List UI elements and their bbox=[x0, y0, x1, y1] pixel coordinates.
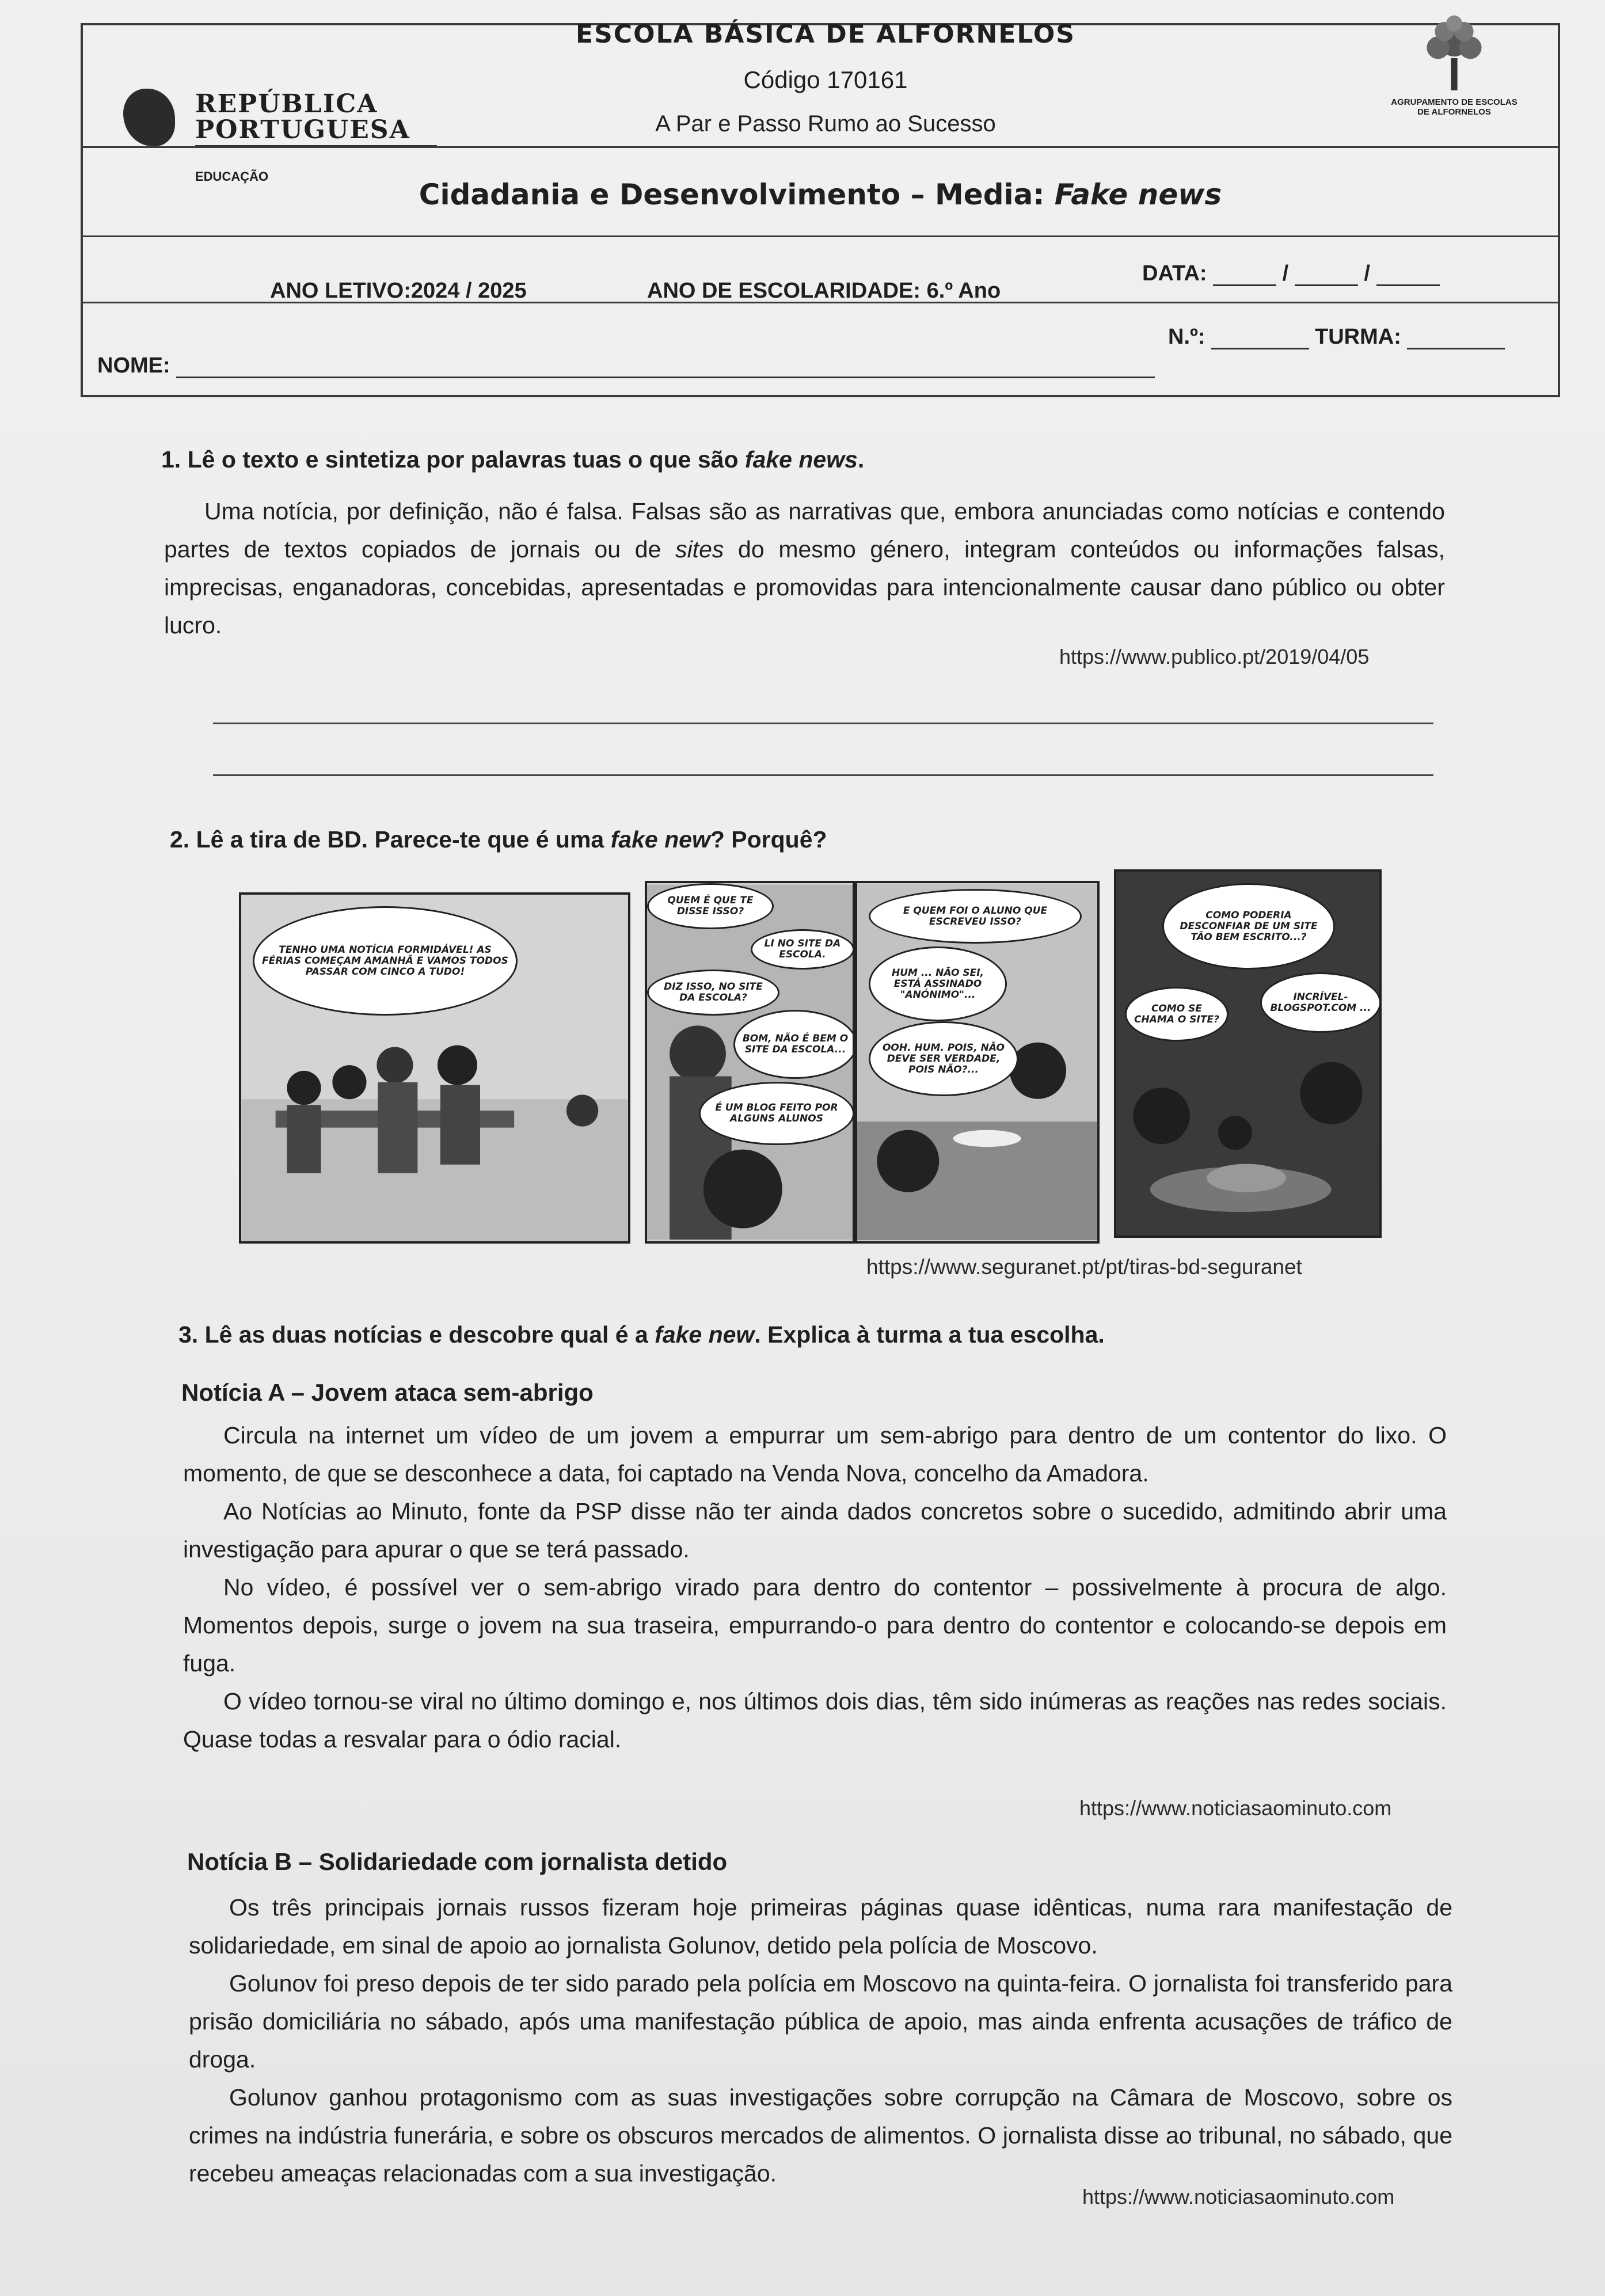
noticia-a-p3: No vídeo, é possível ver o sem-abrigo virado para dentro do contentor – possivelmente à procura de algo. Momentos depois, surge o jovem na sua traseira, empurrando-o para dentro do contentor e colocando-se depois em fuga. bbox=[183, 1574, 1447, 1677]
numero-field[interactable] bbox=[1168, 325, 1309, 349]
bubble-2: QUEM É QUE TE DISSE ISSO? bbox=[647, 883, 774, 929]
q1-text-a: Uma notícia, por definição, não é falsa. Falsas são as narrativas que, embora anunciadas como notícias e contendo partes de textos copiados de jornais ou de bbox=[164, 498, 1445, 562]
data-day-blank[interactable] bbox=[1213, 284, 1276, 286]
nome-field[interactable] bbox=[97, 353, 1155, 378]
logo-educacao: EDUCAÇÃO bbox=[195, 169, 269, 184]
data-field[interactable]: DATA: / / bbox=[1142, 261, 1440, 286]
q2-suffix: ? Porquê? bbox=[710, 826, 827, 853]
answer-line-2[interactable] bbox=[213, 774, 1433, 776]
ano-letivo: ANO LETIVO:2024 / 2025 bbox=[270, 279, 527, 303]
noticia-b-p2: Golunov foi preso depois de ter sido parado pela polícia em Moscovo na quinta-feira. O jornalista foi transferido para prisão domiciliária no sábado, após uma manifestação pública de apoio, mas ainda enfrenta acusações de tráfico de droga. bbox=[189, 1970, 1452, 2073]
bubble-12: INCRÍVEL-BLOGSPOT.COM ... bbox=[1260, 972, 1381, 1033]
numero-label: N.º: bbox=[1168, 325, 1205, 349]
tree-icon bbox=[1414, 14, 1494, 94]
question-3 bbox=[178, 1321, 1105, 1348]
noticia-a-source: https://www.noticiasaominuto.com bbox=[1079, 1796, 1392, 1820]
comic-strip bbox=[239, 869, 1382, 1249]
q1-text-italic: sites bbox=[675, 536, 724, 562]
answer-line-1[interactable] bbox=[213, 723, 1433, 724]
agrupamento-logo bbox=[1385, 14, 1523, 146]
nome-label: NOME: bbox=[97, 353, 170, 378]
turma-label: TURMA: bbox=[1315, 325, 1401, 349]
school-code: Código 170161 bbox=[743, 66, 908, 93]
subject-prefix: Cidadania e Desenvolvimento – Media: bbox=[419, 178, 1055, 211]
noticia-a-p2: Ao Notícias ao Minuto, fonte da PSP disse não ter ainda dados concretos sobre o sucedido, admitindo abrir uma investigação para apurar o que se terá passado. bbox=[183, 1498, 1447, 1563]
noticia-b-p1: Os três principais jornais russos fizeram hoje primeiras páginas quase idênticas, numa rara manifestação de solidariedade, em sinal de apoio ao jornalista Golunov, detido pela polícia de Moscovo. bbox=[189, 1894, 1452, 1959]
bubble-4: DIZ ISSO, NO SITE DA ESCOLA? bbox=[647, 970, 779, 1016]
data-label: DATA: bbox=[1142, 261, 1207, 286]
school-name: ESCOLA BÁSICA DE ALFORNELOS bbox=[576, 20, 1075, 49]
bubble-3: LI NO SITE DA ESCOLA. bbox=[751, 929, 854, 970]
school-motto: A Par e Passo Rumo ao Sucesso bbox=[655, 111, 996, 136]
header-table bbox=[81, 20, 1560, 397]
q1-source: https://www.publico.pt/2019/04/05 bbox=[1059, 645, 1370, 668]
bubble-8: HUM ... NÃO SEI, ESTÁ ASSINADO "ANÓNIMO"... bbox=[869, 946, 1007, 1021]
header-divider-2 bbox=[83, 235, 1558, 237]
q3-prefix: 3. Lê as duas notícias e descobre qual é a bbox=[178, 1321, 655, 1348]
bubble-11: COMO SE CHAMA O SITE? bbox=[1125, 987, 1229, 1041]
bubble-10: COMO PODERIA DESCONFIAR DE UM SITE TÃO BEM ESCRITO...? bbox=[1162, 883, 1335, 970]
agrupamento-label: AGRUPAMENTO DE ESCOLAS DE ALFORNELOS bbox=[1391, 97, 1517, 117]
logo-republica: REPÚBLICA bbox=[195, 89, 378, 119]
noticia-b-source: https://www.noticiasaominuto.com bbox=[1082, 2185, 1395, 2208]
noticia-a-title: Notícia A – Jovem ataca sem-abrigo bbox=[181, 1379, 594, 1406]
bubble-6: É UM BLOG FEITO POR ALGUNS ALUNOS bbox=[699, 1082, 854, 1145]
numero-blank[interactable] bbox=[1211, 348, 1309, 349]
portugal-emblem-icon bbox=[123, 89, 175, 146]
noticia-a-text bbox=[183, 1416, 1447, 1758]
noticia-b-text bbox=[189, 1888, 1452, 2192]
header-divider-1 bbox=[83, 146, 1558, 148]
q1-text bbox=[164, 492, 1445, 644]
logo-portuguesa: PORTUGUESA bbox=[195, 115, 410, 145]
q3-suffix: . Explica à turma a tua escolha. bbox=[754, 1321, 1105, 1348]
q3-italic: fake new bbox=[655, 1321, 755, 1348]
noticia-b-p3: Golunov ganhou protagonismo com as suas investigações sobre corrupção na Câmara de Moscovo, sobre os crimes na indústria funerária, e sobre os obscuros mercados de alimentos. O jornalista disse ao tribunal, no sábado, que recebeu ameaças relacionadas com a sua investigação. bbox=[189, 2084, 1452, 2187]
bubble-5: BOM, NÃO É BEM O SITE DA ESCOLA... bbox=[733, 1010, 855, 1079]
question-1 bbox=[161, 446, 864, 473]
q2-source: https://www.seguranet.pt/pt/tiras-bd-seguranet bbox=[866, 1255, 1302, 1279]
nome-blank[interactable] bbox=[176, 377, 1155, 378]
ano-escolaridade: ANO DE ESCOLARIDADE: 6.º Ano bbox=[647, 279, 1001, 303]
turma-blank[interactable] bbox=[1407, 348, 1505, 349]
header-divider-3 bbox=[83, 302, 1558, 303]
comic-panel-4 bbox=[1114, 869, 1382, 1238]
bubble-7: E QUEM FOI O ALUNO QUE ESCREVEU ISSO? bbox=[869, 889, 1082, 944]
noticia-a-p1: Circula na internet um vídeo de um jovem a empurrar um sem-abrigo para dentro de um contentor do lixo. O momento, de que se desconhece a data, foi captado na Venda Nova, concelho da Amadora. bbox=[183, 1422, 1447, 1487]
q1-suffix: . bbox=[857, 446, 865, 473]
q1-italic: fake news bbox=[744, 446, 858, 473]
q2-prefix: 2. Lê a tira de BD. Parece-te que é uma bbox=[170, 826, 611, 853]
republica-portuguesa-logo bbox=[123, 60, 446, 184]
q1-text-b: do mesmo género, integram conteúdos ou informações falsas, imprecisas, enganadoras, concebidas, apresentadas e promovidas para intencionalmente causar dano público ou obter lucro. bbox=[164, 536, 1445, 638]
q1-prefix: 1. Lê o texto e sintetiza por palavras tuas o que são bbox=[161, 446, 745, 473]
bubble-1: TENHO UMA NOTÍCIA FORMIDÁVEL! AS FÉRIAS COMEÇAM AMANHÃ E VAMOS TODOS PASSAR COM CINCO A TUDO! bbox=[253, 906, 518, 1016]
comic-panel-3 bbox=[855, 881, 1100, 1244]
data-year-blank[interactable] bbox=[1376, 284, 1440, 286]
noticia-b-title: Notícia B – Solidariedade com jornalista detido bbox=[187, 1848, 728, 1875]
subject-italic: Fake news bbox=[1054, 178, 1222, 211]
q2-italic: fake new bbox=[610, 826, 710, 853]
data-month-blank[interactable] bbox=[1295, 284, 1358, 286]
turma-field[interactable] bbox=[1315, 325, 1505, 349]
comic-panel-1 bbox=[239, 892, 630, 1244]
comic-panel-2 bbox=[645, 881, 855, 1244]
noticia-a-p4: O vídeo tornou-se viral no último domingo e, nos últimos dois dias, têm sido inúmeras as reações nas redes sociais. Quase todas a resvalar para o ódio racial. bbox=[183, 1688, 1447, 1753]
question-2 bbox=[170, 826, 827, 853]
school-info bbox=[451, 20, 1200, 137]
bubble-9: OOH. HUM. POIS, NÃO DEVE SER VERDADE, POIS NÃO?... bbox=[869, 1021, 1018, 1096]
subject-title bbox=[83, 178, 1558, 211]
